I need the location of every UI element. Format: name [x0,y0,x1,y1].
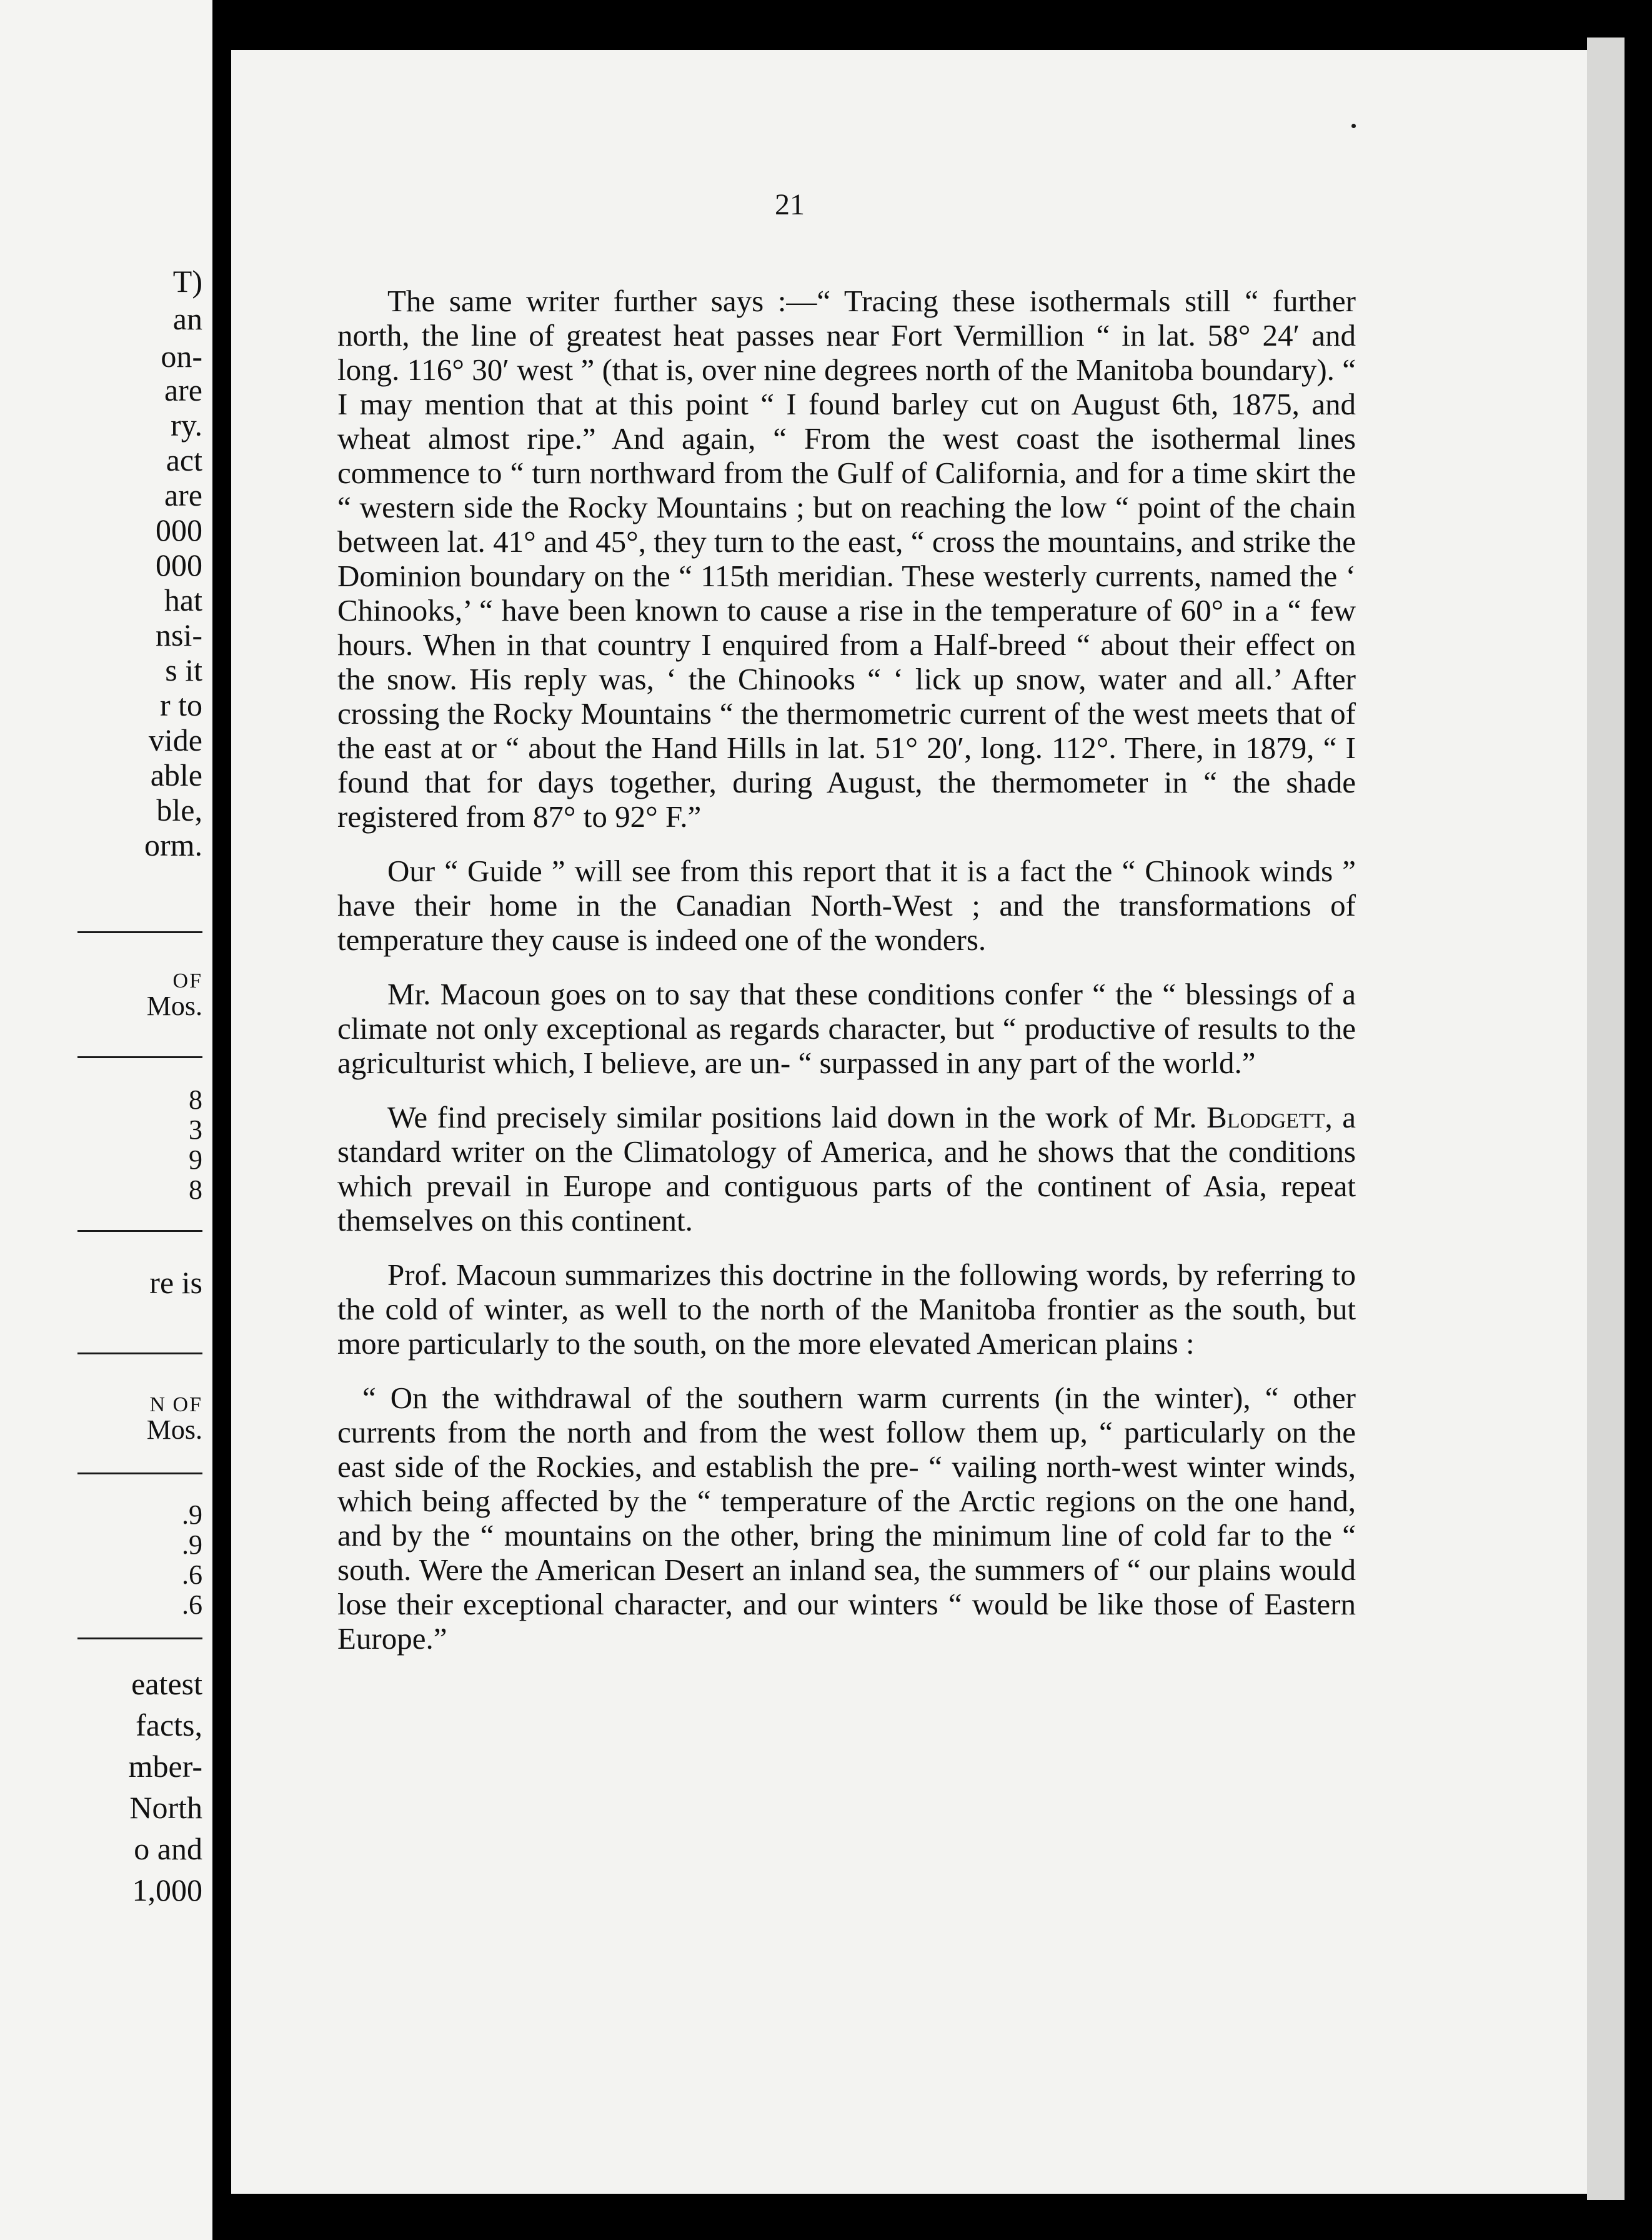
author-name: Blodgett [1207,1100,1325,1134]
text-fragment: 000 [156,548,202,582]
page-edge [1587,38,1625,2200]
table-header: OF [172,969,202,992]
text-fragment: r to [159,688,202,722]
ink-speck [1351,124,1356,128]
table-cell: .6 [182,1589,202,1620]
text-fragment: able [150,758,202,792]
text-fragment: an [172,301,202,336]
text-fragment: 1,000 [132,1872,202,1908]
paragraph: Our “ Guide ” will see from this report that it is a fact the “ Chinook winds ” have their home in the Canadian North-West ; and the transformations of temperature they cause is indeed one of the wonders. [337,854,1356,957]
paragraph-text: , a standard writer on the Climatology of America, and he shows that the conditions which prevail in Europe and contiguous parts of the continent of Asia, repeat themselves on this continent. [337,1100,1356,1238]
page-number: 21 [775,188,805,221]
text-fragment: mber- [128,1749,202,1784]
text-fragment: ble, [156,792,202,828]
text-fragment: orm. [144,828,202,862]
divider [77,1472,202,1474]
text-fragment: facts, [136,1708,202,1742]
table-header: N OF [149,1393,202,1416]
text-fragment: vide [148,722,202,758]
table-cell: .9 [182,1499,202,1530]
page-body [337,284,1356,1676]
table-cell: 9 [189,1144,202,1175]
text-fragment: on- [161,339,202,374]
previous-page [0,0,212,2240]
table-cell: 8 [189,1084,202,1115]
text-fragment: hat [164,582,202,618]
text-fragment: nsi- [156,618,202,652]
text-fragment: s it [165,652,202,688]
paragraph-text: We find precisely similar positions laid down in the work of Mr. [387,1100,1197,1134]
text-fragment: re is [149,1265,202,1300]
table-header: Mos. [146,1414,202,1445]
text-fragment: o and [134,1831,202,1866]
text-fragment: ry. [171,408,202,442]
divider [77,931,202,933]
paragraph: Prof. Macoun summarizes this doctrine in the following words, by referring to the cold of winter, as well to the north of the Manitoba frontier as the south, but more particularly to the south, on the more elevated American plains : [337,1258,1356,1361]
text-fragment: eatest [131,1666,202,1701]
table-cell: 8 [189,1174,202,1205]
table-cell: .6 [182,1559,202,1590]
quoted-paragraph: “ On the withdrawal of the southern warm currents (in the winter), “ other currents from the north and from the west follow them up, “ particularly on the east side of the Rockies, and establish the pre- “ vailing north-west winter winds, which being affected by the “ temperature of the Arctic regions on the one hand, and by the “ mountains on the other, bring the minimum line of cold far to the “ south. Were the American Desert an inland sea, the summers of “ our plains would lose their exceptional character, and our winters “ would be like those of Eastern Europe.” [337,1381,1356,1656]
text-fragment: are [164,478,202,512]
text-fragment: are [164,372,202,408]
text-fragment: T) [172,264,202,299]
text-fragment: 000 [156,512,202,548]
previous-page-text [15,0,202,2240]
paragraph [337,1100,1356,1238]
table-cell: 3 [189,1114,202,1145]
divider [77,1230,202,1232]
book-gutter [212,0,231,2240]
divider [77,1056,202,1058]
paragraph: The same writer further says :—“ Tracing these isothermals still “ further north, the line of greatest heat passes near Fort Vermillion “ in lat. 58° 24′ and long. 116° 30′ west ” (that is, over nine degrees north of the Manitoba boundary). “ I may mention that at this point “ I found barley cut on August 6th, 1875, and wheat almost ripe.” And again, “ From the west coast the isothermal lines commence to “ turn northward from the Gulf of California, and for a time skirt the “ western side the Rocky Mountains ; but on reaching the low “ point of the chain between lat. 41° and 45°, they turn to the east, “ cross the mountains, and strike the Dominion boundary on the “ 115th meridian. These westerly currents, named the ‘ Chinooks,’ “ have been known to cause a rise in the temperature of 60° in a “ few hours. When in that country I enquired from a Half-breed “ about their effect on the snow. His reply was, ‘ the Chinooks “ ‘ lick up snow, water and all.’ After crossing the Rocky Mountains “ the thermometric current of the west meets that of the east at or “ about the Hand Hills in lat. 51° 20′, long. 112°. There, in 1879, “ I found that for days together, during August, the thermometer in “ the shade registered from 87° to 92° F.” [337,284,1356,834]
divider [77,1352,202,1354]
table-cell: .9 [182,1529,202,1560]
text-fragment: North [129,1790,202,1825]
divider [77,1638,202,1639]
paragraph: Mr. Macoun goes on to say that these conditions confer “ the “ blessings of a climate not only exceptional as regards character, but “ productive of results to the agriculturist which, I believe, are un- “ surpassed in any part of the world.” [337,977,1356,1080]
text-fragment: act [166,442,202,478]
table-header: Mos. [146,991,202,1021]
